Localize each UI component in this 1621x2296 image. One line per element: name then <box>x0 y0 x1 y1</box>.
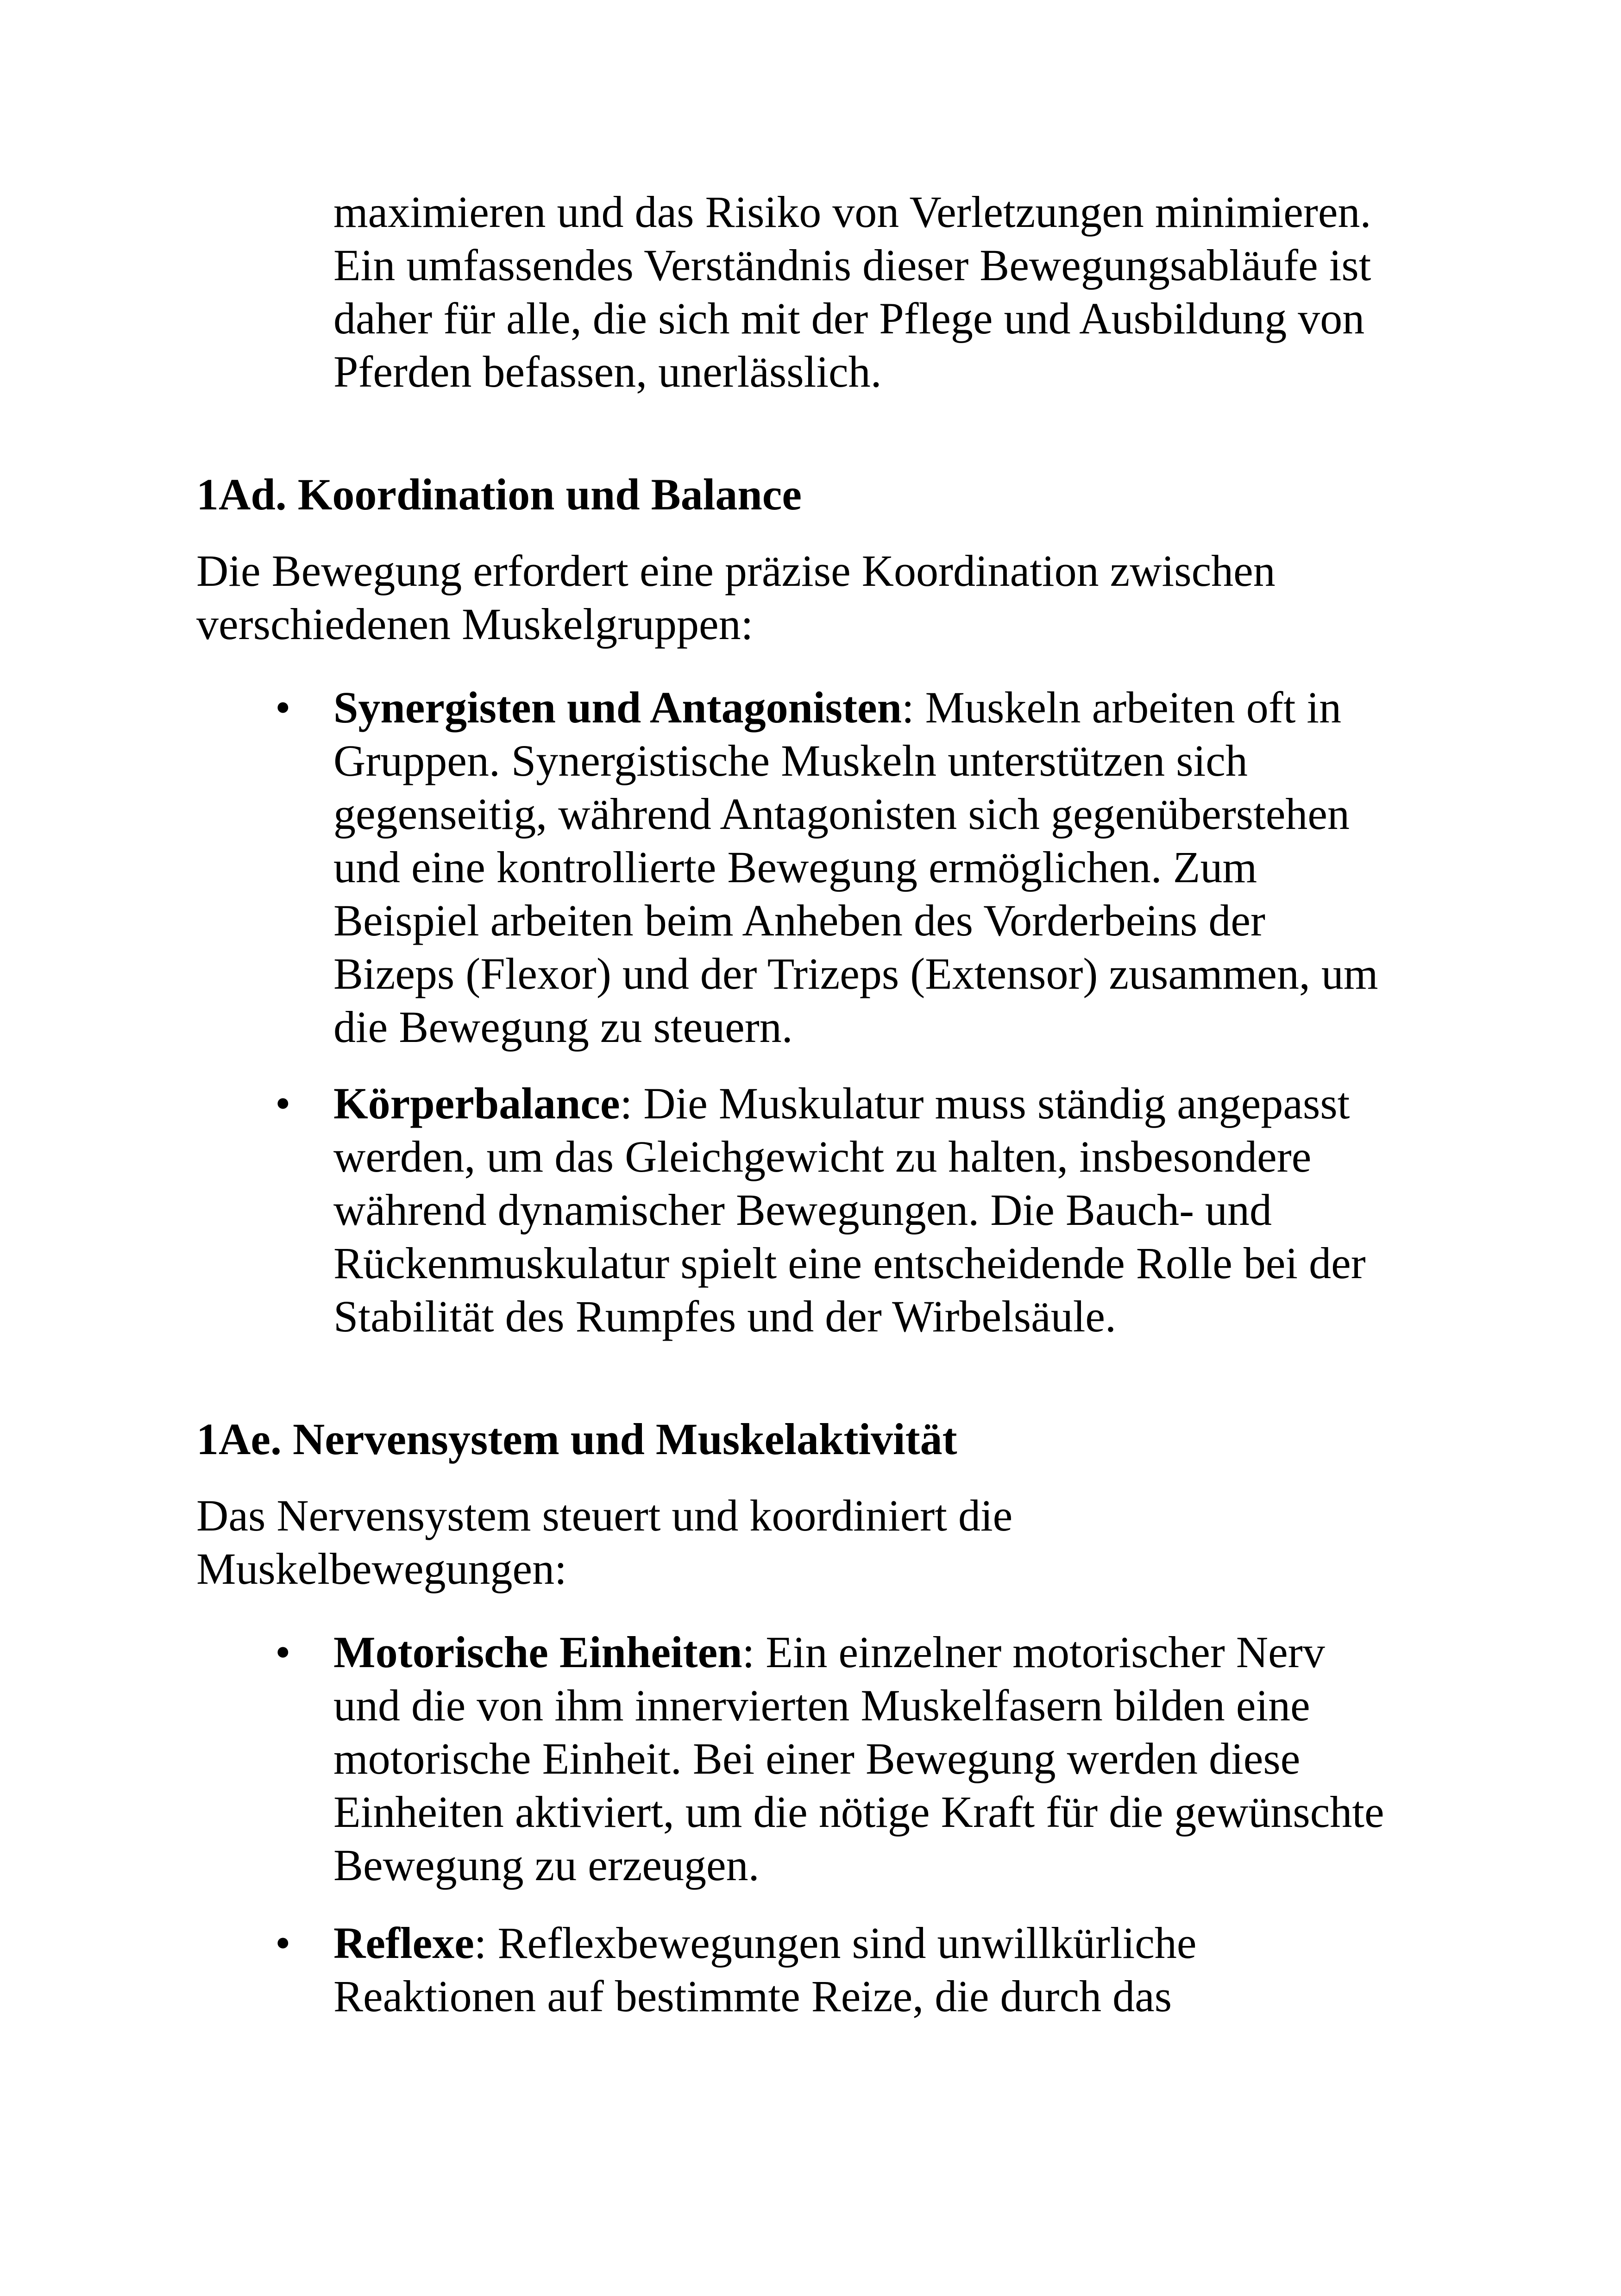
bullet-line: Beispiel arbeiten beim Anheben des Vorderbeins der <box>333 896 1265 945</box>
intro-line: Pferden befassen, unerlässlich. <box>333 347 882 396</box>
bullet-line-text: : Reflexbewegungen sind unwillkürliche <box>474 1918 1197 1968</box>
bullet-text <box>333 681 1445 1054</box>
bullet-line: Einheiten aktiviert, um die nötige Kraft für die gewünschte <box>333 1787 1384 1837</box>
bullet-line: und die von ihm innervierten Muskelfasern bilden eine <box>333 1681 1310 1730</box>
bullet-line: Reaktionen auf bestimmte Reize, die durch das <box>333 1971 1172 2021</box>
bullet-line: Rückenmuskulatur spielt eine entscheidende Rolle bei der <box>333 1238 1366 1288</box>
bullet-line <box>333 1625 1445 1679</box>
bullet-line: Gruppen. Synergistische Muskeln unterstützen sich <box>333 736 1248 785</box>
section-1ad-intro <box>196 544 1447 651</box>
bullet-line-text: : Muskeln arbeiten oft in <box>901 683 1342 732</box>
bullet-line-text: : Die Muskulatur muss ständig angepasst <box>620 1079 1350 1128</box>
section-intro-line: Die Bewegung erfordert eine präzise Koordination zwischen <box>196 546 1275 596</box>
intro-line: maximieren und das Risiko von Verletzungen minimieren. <box>333 187 1371 237</box>
bullet-line <box>333 1077 1445 1130</box>
bullet-line: während dynamischer Bewegungen. Die Bauch- und <box>333 1185 1272 1235</box>
section-intro-line: verschiedenen Muskelgruppen: <box>196 599 754 649</box>
bullet-line: die Bewegung zu steuern. <box>333 1002 793 1052</box>
section-intro-line: Muskelbewegungen: <box>196 1544 567 1593</box>
bullet-line-text: : Ein einzelner motorischer Nerv <box>742 1627 1325 1677</box>
bullet-text <box>333 1916 1445 2023</box>
bullet-line: Bewegung zu erzeugen. <box>333 1840 760 1890</box>
section-intro-line: Das Nervensystem steuert und koordiniert die <box>196 1491 1013 1540</box>
bullet-term: Körperbalance <box>333 1079 620 1128</box>
bullet-text <box>333 1625 1445 1892</box>
bullet-text <box>333 1077 1445 1343</box>
bullet-point: • <box>275 1918 291 1968</box>
bullet-line: und eine kontrollierte Bewegung ermöglichen. Zum <box>333 842 1257 892</box>
bullet-line: werden, um das Gleichgewicht zu halten, insbesondere <box>333 1132 1312 1181</box>
intro-line: daher für alle, die sich mit der Pflege und Ausbildung von <box>333 294 1365 343</box>
bullet-line: motorische Einheit. Bei einer Bewegung werden diese <box>333 1734 1301 1783</box>
bullet-point: • <box>275 1079 291 1128</box>
bullet-line: Bizeps (Flexor) und der Trizeps (Extensor) zusammen, um <box>333 949 1378 998</box>
section-heading-1ad: 1Ad. Koordination und Balance <box>196 470 802 519</box>
bullet-term: Motorische Einheiten <box>333 1627 742 1677</box>
bullet-line <box>333 681 1445 734</box>
intro-line: Ein umfassendes Verständnis dieser Bewegungsabläufe ist <box>333 240 1371 290</box>
bullet-line <box>333 1916 1445 1970</box>
bullet-line: Stabilität des Rumpfes und der Wirbelsäule. <box>333 1292 1117 1341</box>
bullet-term: Synergisten und Antagonisten <box>333 683 902 732</box>
section-1ae-intro <box>196 1489 1447 1595</box>
bullet-point: • <box>275 683 291 732</box>
bullet-term: Reflexe <box>333 1918 474 1968</box>
bullet-line: gegenseitig, während Antagonisten sich gegenüberstehen <box>333 789 1350 839</box>
intro-paragraph <box>333 185 1445 398</box>
bullet-point: • <box>275 1627 291 1677</box>
section-heading-1ae: 1Ae. Nervensystem und Muskelaktivität <box>196 1414 957 1464</box>
